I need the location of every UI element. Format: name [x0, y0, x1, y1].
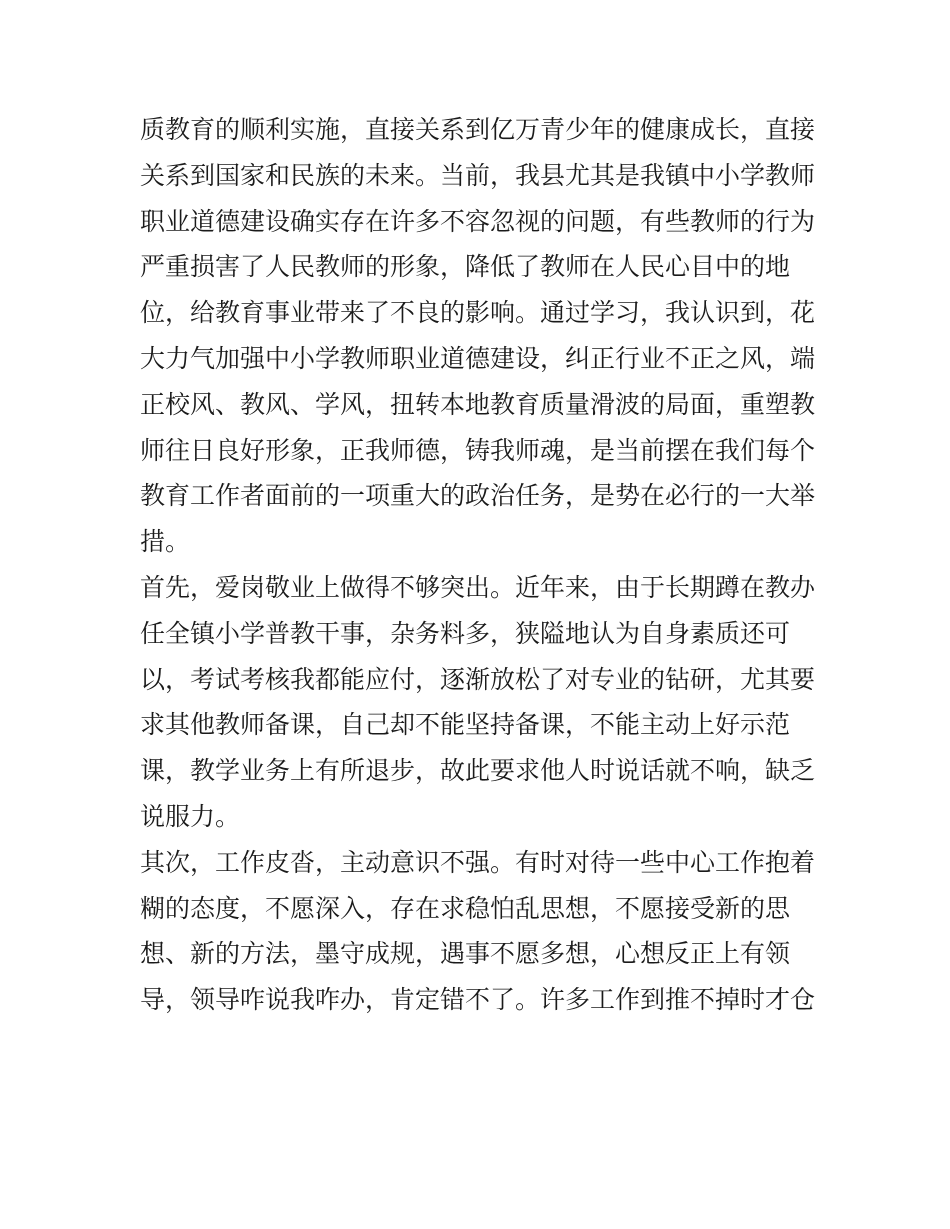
paragraph-first-point: 首先，爱岗敬业上做得不够突出。近年来，由于长期蹲在教办 任全镇小学普教干事，杂务料多，狭隘地认为自身素质还可 以，考试考核我都能应付，逐渐放松了对专业的钻研，尤其要 求其他教师备课，自己却不能坚持备课，不能主动上好示范 课，教学业务上有所退步，故此要求他人时说话就不响，缺乏 说服力。 [140, 572, 816, 831]
paragraph-intro: 质教育的顺利实施，直接关系到亿万青少年的健康成长，直接 关系到国家和民族的未来。当前，我县尤其是我镇中小学教师 职业道德建设确实存在许多不容忽视的问题，有些教师的行为 严重损害了人民教师的形象，降低了教师在人民心目中的地 位，给教育事业带来了不良的影响。通过学习，我认识到，花 大力气加强中小学教师职业道德建设，纠正行业不正之风，端 正校风、教风、学风，扭转本地教育质量滑波的局面，重塑教 师往日良好形象，正我师德，铸我师魂，是当前摆在我们每个 教育工作者面前的一项重大的政治任务，是势在必行的一大举 措。 [140, 115, 816, 557]
paragraph-second-point: 其次，工作皮沓，主动意识不强。有时对待一些中心工作抱着 糊的态度，不愿深入，存在求稳怕乱思想，不愿接受新的思 想、新的方法，墨守成规，遇事不愿多想，心想反正上有领 导，领导咋说我咋办，肯定错不了。许多工作到推不掉时才仓 [140, 847, 816, 1015]
body-text [140, 107, 816, 1023]
